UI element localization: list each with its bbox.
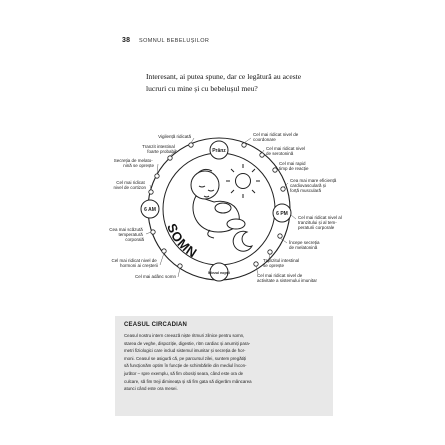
- label-melatonin-stops: Secreția de melato- nină se oprește: [113, 158, 154, 168]
- label-high-alertness: Vigilență ridicată: [158, 134, 191, 139]
- sun-icon: [226, 164, 260, 198]
- label-growth-hormones: Cel mai ridicat nivel de hormoni ai creșterii: [111, 258, 158, 268]
- time-label-midnight: Miezul nopții: [208, 271, 230, 275]
- circadian-clock-sidebar: [115, 316, 333, 416]
- time-marker-6am: [141, 200, 159, 218]
- label-best-coordination: Cel mai ridicat nivel de coordonare: [253, 132, 299, 142]
- sidebar-line: jurător – spre exemplu, să fim obosiți seara, când este ora de: [124, 370, 244, 376]
- running-title: SOMNUL BEBELUȘILOR: [139, 37, 210, 44]
- label-deepest-sleep: Cel mai adânc somn: [134, 274, 176, 279]
- label-bowel-movement: Tranzit intestinal foarte probabil: [142, 144, 176, 154]
- sidebar-line: culcare, să fim treji dimineața și să fim gata să digerăm mâncarea: [124, 378, 252, 384]
- label-melatonin-starts: Începe secreția de melatonină: [289, 240, 320, 250]
- time-marker-noon: [210, 141, 228, 159]
- sidebar-line: moni. Ceasul se asigură că, pe parcursul zilei, suntem pregătiți: [124, 355, 247, 361]
- label-bowel-stops: Tranzitul intestinal se oprește: [263, 258, 300, 268]
- label-cardio-efficiency: Cea mai mare eficiență cardiovasculară și forță musculară: [290, 178, 337, 193]
- intro-line: Interesant, ai putea spune, dar ce legătură au aceste: [146, 72, 302, 81]
- sidebar-line: să funcționăm optim în funcție de schimbările din mediul încon-: [124, 363, 247, 369]
- time-label-6am: 6 AM: [144, 207, 156, 213]
- sidebar-line: Ceasul nostru intern creează niște ritmuri zilnice pentru somn,: [124, 333, 245, 338]
- label-highest-serotonin: Cel mai ridicat nivel de serotonină: [266, 146, 306, 156]
- sleep-label: [164, 221, 200, 261]
- label-highest-body-temperature: Cel mai ridicat nivel al tranzitului și al tem- peraturii corporale: [298, 215, 342, 230]
- intro-line: lucruri cu mine și cu bebelușul meu?: [146, 84, 258, 93]
- moon-icon: [233, 231, 252, 251]
- page-number: 38: [122, 37, 131, 44]
- sidebar-title: CEASUL CIRCADIAN: [124, 322, 188, 328]
- label-lowest-temperature: Cea mai scăzută temperatură corporală: [109, 227, 144, 242]
- label-fastest-reaction: Cel mai rapid timp de reacție: [279, 161, 309, 171]
- sidebar-line: starea de veghe, dispoziție, digestie, ritm cardiac și anumiți para-: [124, 340, 251, 346]
- sleep-label-text: SOMN: [164, 221, 201, 261]
- time-label-noon: Prânz: [212, 148, 226, 154]
- sidebar-body: [124, 332, 329, 393]
- time-marker-6pm: [273, 204, 291, 222]
- label-highest-cortisol: Cel mai ridicat nivel de cortizon: [113, 180, 146, 190]
- time-label-6pm: 6 PM: [276, 211, 288, 217]
- sidebar-line: atunci când este ora mesei.: [124, 386, 178, 392]
- time-marker-midnight: [208, 263, 230, 281]
- sidebar-line: metri fiziologici care includ sistemul imunitar și secreția de hor-: [124, 348, 246, 354]
- label-immune-activity: Cel mai ridicat nivel de activitate a sistemului imunitar: [257, 273, 318, 283]
